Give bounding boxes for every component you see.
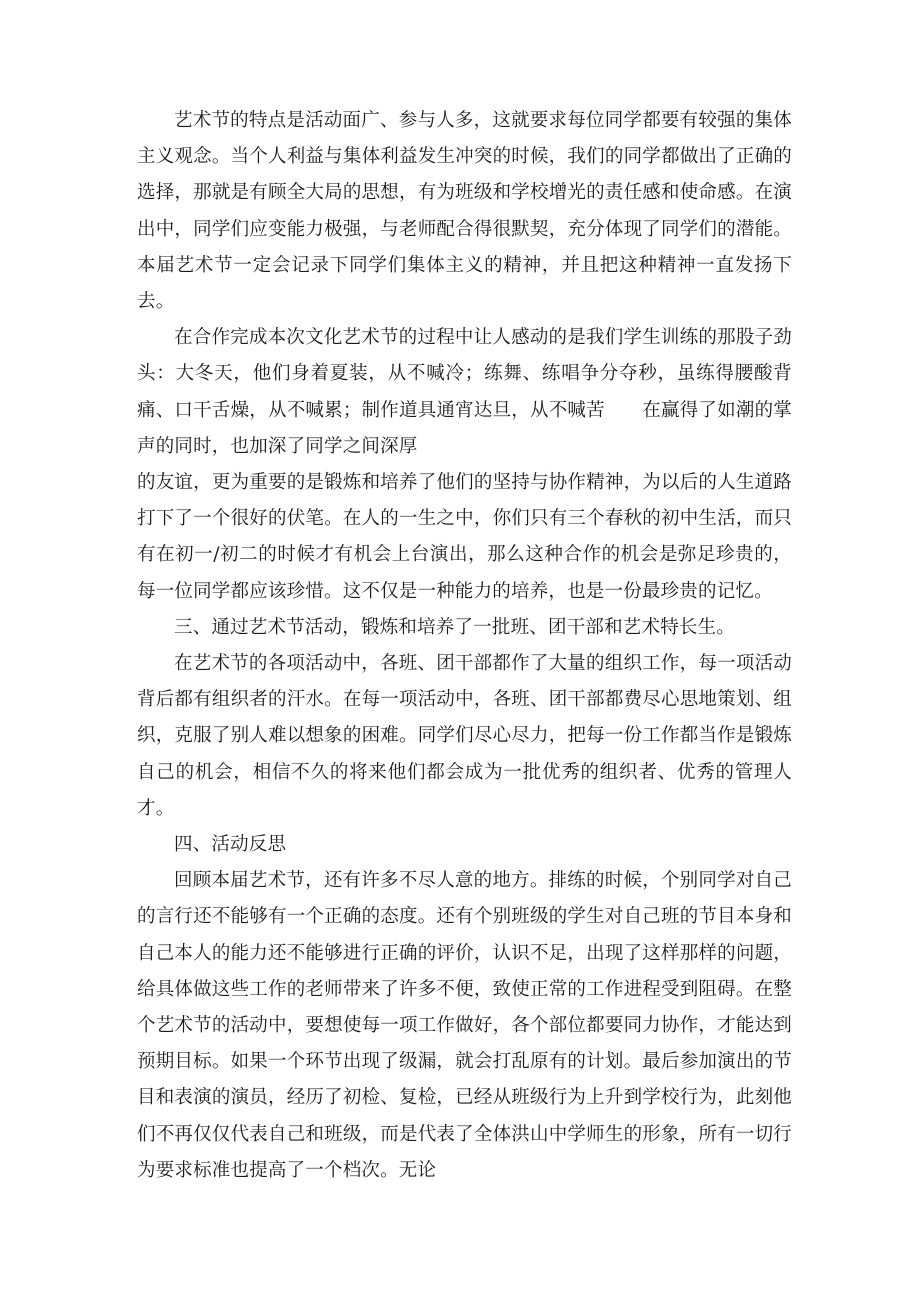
section-heading-three: 三、通过艺术节活动，锻炼和培养了一批班、团干部和艺术特长生。: [174, 616, 736, 638]
document-body: [137, 103, 792, 1189]
paragraph-student-effort: 在合作完成本次文化艺术节的过程中让人感动的是我们学生训练的那股子劲头：大冬天，他们身着夏装，从不喊冷；练舞、练唱争分夺秒，虽练得腰酸背痛、口干舌燥，从不喊累；制作道具通宵达旦，从不喊苦 在赢得了如潮的掌声的同时，也加深了同学之间深厚: [137, 327, 792, 457]
paragraph-reflection: 回顾本届艺术节，还有许多不尽人意的地方。排练的时候，个别同学对自己的言行还不能够有一个正确的态度。还有个别班级的学生对自己班的节目本身和自己本人的能力还不能够进行正确的评价，认识不足，出现了这样那样的问题，给具体做这些工作的老师带来了许多不便，致使正常的工作进程受到阻碍。在整个艺术节的活动中，要想使每一项工作做好，各个部位都要同力协作，才能达到预期目标。如果一个环节出现了级漏，就会打乱原有的计划。最后参加演出的节目和表演的演员，经历了初检、复检，已经从班级行为上升到学校行为，此刻他们不再仅仅代表自己和班级，而是代表了全体洪山中学师生的形象，所有一切行为要求标准也提高了一个档次。无论: [137, 870, 792, 1181]
paragraph-friendship-continued: 的友谊，更为重要的是锻炼和培养了他们的坚持与协作精神，为以后的人生道路打下了一个很好的伏笔。在人的一生之中，你们只有三个春秋的初中生活，而只有在初一/初二的时候才有机会上台演出，那么这种合作的机会是弥足珍贵的，每一位同学都应该珍惜。这不仅是一种能力的培养，也是一份最珍贵的记忆。: [137, 472, 792, 602]
section-heading-four: 四、活动反思: [174, 834, 287, 856]
paragraph-collective-spirit: 艺术节的特点是活动面广、参与人多，这就要求每位同学都要有较强的集体主义观念。当个人利益与集体利益发生冲突的时候，我们的同学都做出了正确的选择，那就是有顾全大局的思想，有为班级和学校增光的责任感和使命感。在演出中，同学们应变能力极强，与老师配合得很默契，充分体现了同学们的潜能。本届艺术节一定会记录下同学们集体主义的精神，并且把这种精神一直发扬下去。: [137, 110, 792, 313]
paragraph-cadre-training: 在艺术节的各项活动中，各班、团干部都作了大量的组织工作，每一项活动背后都有组织者的汗水。在每一项活动中，各班、团干部都费尽心思地策划、组织，克服了别人难以想象的困难。同学们尽心尽力，把每一份工作都当作是锻炼自己的机会，相信不久的将来他们都会成为一批优秀的组织者、优秀的管理人才。: [137, 653, 792, 819]
